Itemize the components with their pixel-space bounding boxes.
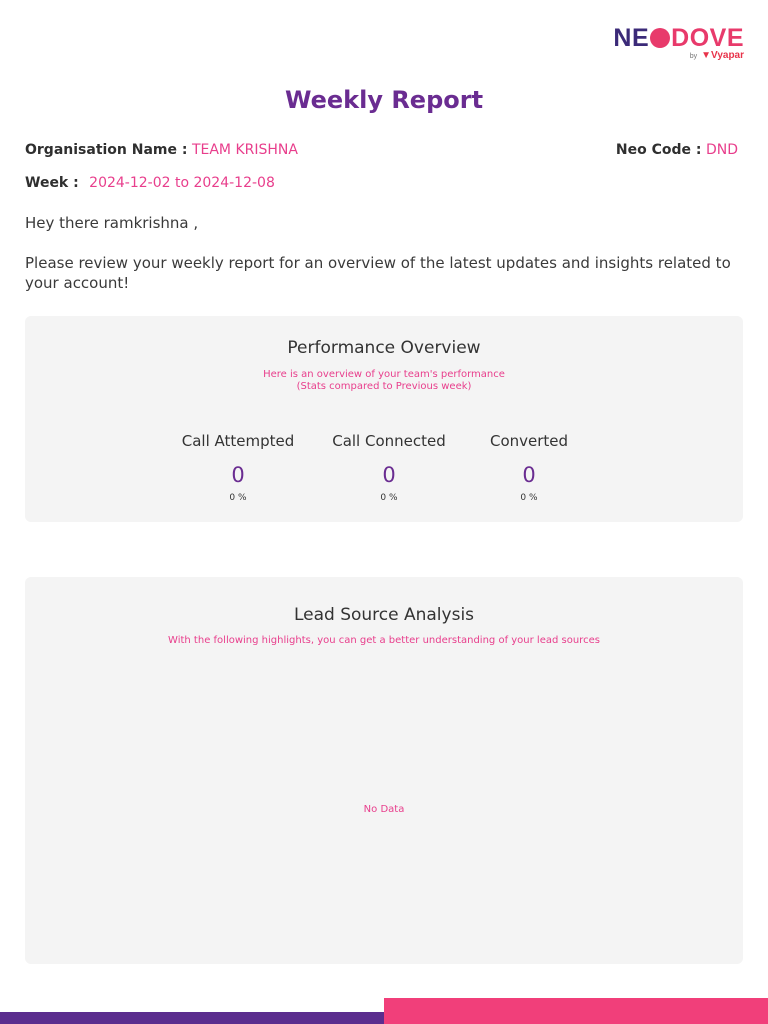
footer-bar-purple xyxy=(0,1012,384,1024)
lead-source-subtitle: With the following highlights, you can get a better understanding of your lead sources xyxy=(168,635,600,646)
performance-overview-card xyxy=(25,316,743,522)
week-row xyxy=(25,175,275,191)
stat-label: Call Attempted xyxy=(181,432,295,450)
performance-subtitle-1: Here is an overview of your team's performance xyxy=(263,369,505,380)
stat-label: Converted xyxy=(489,432,569,450)
stat-value: 0 xyxy=(231,463,245,487)
neodove-logo xyxy=(613,20,744,64)
logo-byline xyxy=(690,50,744,61)
organisation-row xyxy=(25,142,298,158)
week-value: 2024-12-02 to 2024-12-08 xyxy=(89,175,275,191)
week-label: Week : xyxy=(25,175,79,191)
greeting-text: Hey there ramkrishna , xyxy=(25,214,199,232)
logo-partner: Vyapar xyxy=(711,50,744,61)
logo-suffix: DOVE xyxy=(671,24,744,52)
neo-code-value: DND xyxy=(705,142,738,158)
lead-source-title: Lead Source Analysis xyxy=(293,605,475,625)
organisation-value: TEAM KRISHNA xyxy=(191,142,298,158)
lead-source-card xyxy=(25,577,743,964)
logo-by: by xyxy=(689,53,698,60)
stat-label: Call Connected xyxy=(332,432,446,450)
logo-prefix: NE xyxy=(613,24,650,52)
logo-wordmark xyxy=(613,24,744,53)
stat-value: 0 xyxy=(522,463,536,487)
stat-converted xyxy=(464,432,594,503)
neo-code-label: Neo Code : xyxy=(615,142,702,158)
performance-subtitle-2: (Stats compared to Previous week) xyxy=(296,381,472,392)
stat-call-connected xyxy=(324,432,454,503)
stat-change: 0 % xyxy=(380,493,398,503)
intro-text: Please review your weekly report for an overview of the latest updates and insights related to your account! xyxy=(25,254,731,292)
neo-code-row xyxy=(616,142,738,158)
stat-change: 0 % xyxy=(520,493,538,503)
stat-change: 0 % xyxy=(229,493,247,503)
organisation-label: Organisation Name : xyxy=(25,142,188,158)
stat-value: 0 xyxy=(382,463,396,487)
vyapar-icon: ▼ xyxy=(701,50,712,61)
no-data-text: No Data xyxy=(363,804,405,815)
dove-icon xyxy=(650,28,670,48)
report-title: Weekly Report xyxy=(284,86,484,114)
stat-call-attempted xyxy=(173,432,303,503)
footer-bar-pink xyxy=(384,998,768,1024)
performance-title: Performance Overview xyxy=(287,338,481,358)
